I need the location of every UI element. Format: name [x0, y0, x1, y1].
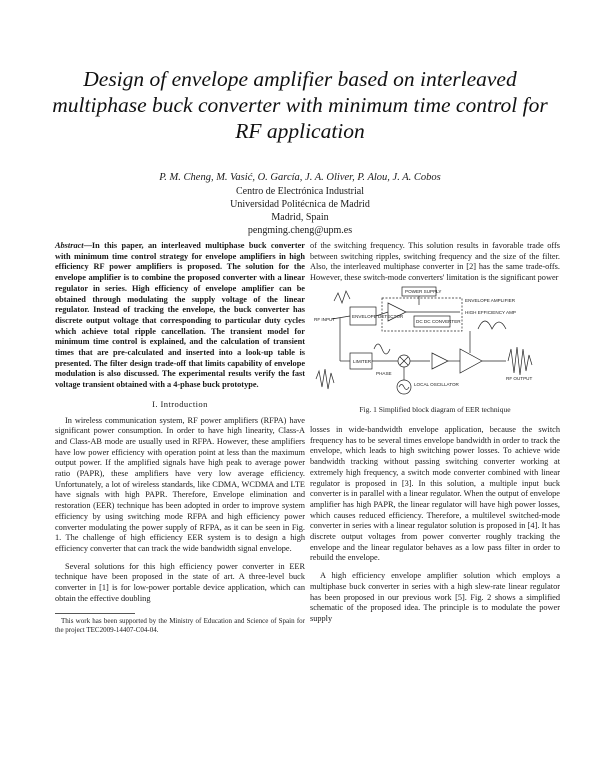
dcdc-label: DC DC CONVERTER — [416, 319, 461, 324]
oscillator-wave — [399, 385, 409, 390]
high-eff-label: HIGH EFFICIENCY AMP — [465, 310, 516, 315]
lo-label: LOCAL OSCILLATOR — [414, 382, 459, 387]
affiliation-line: Madrid, Spain — [271, 212, 329, 223]
input-waveform-icon — [334, 291, 350, 303]
author-email: pengming.cheng@upm.es — [247, 225, 353, 236]
eer-block-diagram — [310, 283, 560, 401]
right-top-paragraph: of the switching frequency. This solution results in favorable trade offs between switching ripples, switching frequency and the size of the filter. Also, the interleaved multiphase converter in [2] has the same trade-offs. However, these switch-mode converters' limitation is the significant power — [310, 241, 560, 283]
affiliation-line: Universidad Politécnica de Madrid — [230, 199, 370, 210]
intro-paragraph-1: In wireless communication system, RF power amplifiers (RFPA) have significant power consumption. In order to have high linearity, Class-A and Class-AB mode are usually used in RFPA. However, these amplifiers have low power efficiency with operation point at less than the maximum output power. If the amplified signals have high peak to average power ratio (PAPR), these amplifiers have very low average efficiency. Unfortunately, a lot of wireless standards, like CDMA, WCDMA and LTE have signals with high PAPR. Therefore, Envelope elimination and restoration (EER) technique has been adopted in order to improve system efficiency by using switching mode RFPA and high efficiency power converter modulating the power supply of RFPA, as it can be seen in Fig. 1. The challenge of high efficiency EER system is to design a high efficiency converter that can track the wide bandwidth signal envelope. — [55, 415, 305, 553]
abstract-text: —In this paper, an interleaved multiphase buck converter with minimum time control strategy for envelope amplifiers in high efficiency RF power amplifiers is proposed. The solution for the envelope amplifier is to combine the proposed converter with a linear regulator in series. High efficiency of envelope amplifier can be obtained through modulating the supply voltage of the linear regulator. Instead of tracking the envelope, the buck converter has discrete output voltage that corresponding to particular duty cycles which achieve total ripple cancellation. The transient model for minimum time control is explained, and the calculation of transient times that are pre-calculated and inserted into a look-up table is presented. The filter design trade-off that limits capability of envelope modulation is also discussed. The experimental results verify the fast voltage transient obtained with a 4-phase buck prototype. — [55, 241, 305, 390]
abstract — [55, 241, 305, 391]
input-spectrum-icon — [316, 369, 334, 389]
driver-amp-icon — [432, 353, 448, 369]
footnote-divider — [55, 613, 135, 614]
phase-label: PHASE — [376, 371, 392, 376]
rf-output-label: RF OUTPUT — [506, 376, 533, 381]
abstract-label: Abstract — [55, 241, 84, 250]
section-heading: I. Introduction — [152, 398, 208, 409]
affiliation-block — [60, 185, 540, 237]
right-column-lower — [310, 425, 560, 632]
affiliation-line: Centro de Electrónica Industrial — [235, 186, 364, 197]
left-column — [55, 241, 305, 635]
figure-caption: Fig. 1 Simplified block diagram of EER technique — [359, 405, 511, 414]
right-paragraph-1: losses in wide-bandwidth envelope application, because the switch frequency has to be several times envelope bandwidth in order to track the envelope, which leads to high switching power losses. To achieve wide bandwidth tracking without passing switching converter working at extremely high frequency, a switch mode converter combined with linear regulator is proposed in [3]. In this solution, a multiple input buck converter is in parallel with a linear regulator. When the output of envelope amplifier has high PAPR, the linear regulator will have high power losses, which causes reduced efficiency. Therefore, a multilevel switched-mode converter in series with a linear regulator solution is proposed in [4]. It has discrete output voltages from power converter roughly tracking the envelope and the linear regulator behaves as a low pass filter in order to rebuild the envelope. — [310, 425, 560, 563]
phase-waveform-icon — [374, 344, 390, 354]
paragraph-gap — [310, 564, 560, 571]
power-amp-icon — [460, 349, 482, 373]
envelope-waveform-icon — [478, 321, 506, 329]
rf-output-waveform-icon — [508, 347, 532, 375]
power-supply-label: POWER SUPPLY — [405, 289, 442, 294]
intro-paragraph-2: Several solutions for this high efficiency power converter in EER technique have been proposed in the state of art. A three-level buck converter in [1] is for low-power portable device application, which can obtain the effective doubling — [55, 561, 305, 603]
right-column-top — [310, 241, 560, 284]
paper-title: Design of envelope amplifier based on interleaved multiphase buck converter with minimum time control for RF application — [52, 67, 548, 143]
block-diagram-svg — [310, 283, 560, 401]
rf-input-label: RF INPUT — [314, 317, 336, 322]
detector-label: ENVELOPE DETECTOR — [352, 314, 404, 319]
limiter-label: LIMITER — [353, 359, 372, 364]
right-paragraph-2: A high efficiency envelope amplifier solution which employs a multiphase buck converter in series with a high slew-rate linear regulator has been proposed in our previous work [5]. Fig. 2 shows a simplified schematic of the proposed idea. The principle is to modulate the power supply — [310, 571, 560, 623]
author-list: P. M. Cheng, M. Vasić, O. García, J. A. Oliver, P. Alou, J. A. Cobos — [159, 172, 441, 183]
funding-footnote: This work has been supported by the Ministry of Education and Science of Spain for the project TEC2009-14407-C04-04. — [55, 616, 305, 634]
envelope-amp-label: ENVELOPE AMPLIFIER — [465, 298, 516, 303]
